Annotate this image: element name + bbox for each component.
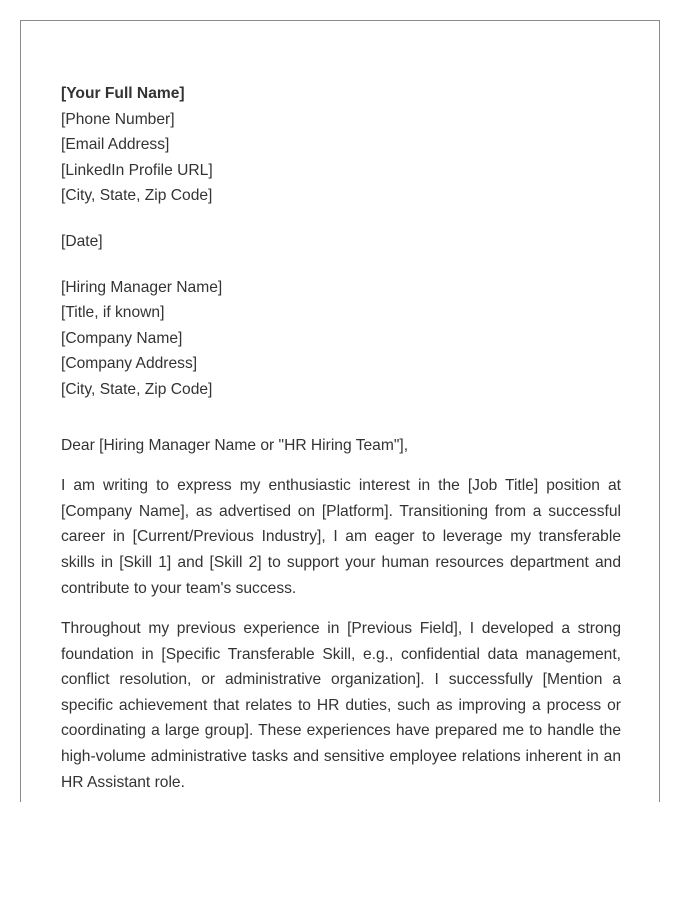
recipient-company: [Company Name] bbox=[61, 329, 183, 347]
recipient-city-state-zip: [City, State, Zip Code] bbox=[61, 380, 213, 398]
sender-full-name: [Your Full Name] bbox=[61, 85, 185, 102]
letter-page bbox=[20, 20, 660, 802]
sender-phone: [Phone Number] bbox=[61, 110, 175, 128]
recipient-address: [Company Address] bbox=[61, 355, 198, 373]
sender-block bbox=[61, 81, 621, 209]
sender-city-state-zip: [City, State, Zip Code] bbox=[61, 187, 213, 205]
spacer bbox=[61, 403, 621, 433]
recipient-block bbox=[61, 275, 621, 403]
recipient-name: [Hiring Manager Name] bbox=[61, 278, 223, 296]
letter-date: [Date] bbox=[61, 232, 103, 250]
spacer bbox=[61, 458, 621, 473]
spacer bbox=[61, 601, 621, 616]
salutation: Dear [Hiring Manager Name or "HR Hiring Team"], bbox=[61, 436, 409, 454]
spacer bbox=[61, 255, 621, 275]
sender-linkedin: [LinkedIn Profile URL] bbox=[61, 161, 213, 179]
body-paragraph-1: I am writing to express my enthusiastic interest in the [Job Title] position at [Company Name], as advertised on [Platform]. Transitioning from a successful career in [Current/Previous Industry], I am eager to leverage my transferable skills in [Skill 1] and [Skill 2] to support your human resources department and contribute to your team's success. bbox=[61, 477, 621, 597]
sender-email: [Email Address] bbox=[61, 136, 170, 154]
recipient-title: [Title, if known] bbox=[61, 304, 165, 322]
body-paragraph-2: Throughout my previous experience in [Previous Field], I developed a strong foundation in [Specific Transferable Skill, e.g., confidential data management, conflict resolution, or administrative organization]. I successfully [Mention a specific achievement that relates to HR duties, such as improving a process or coordinating a large group]. These experiences have prepared me to handle the high-volume administrative tasks and sensitive employee relations inherent in an HR Assistant role. bbox=[61, 620, 621, 791]
letter-content bbox=[61, 81, 621, 795]
spacer bbox=[61, 209, 621, 229]
